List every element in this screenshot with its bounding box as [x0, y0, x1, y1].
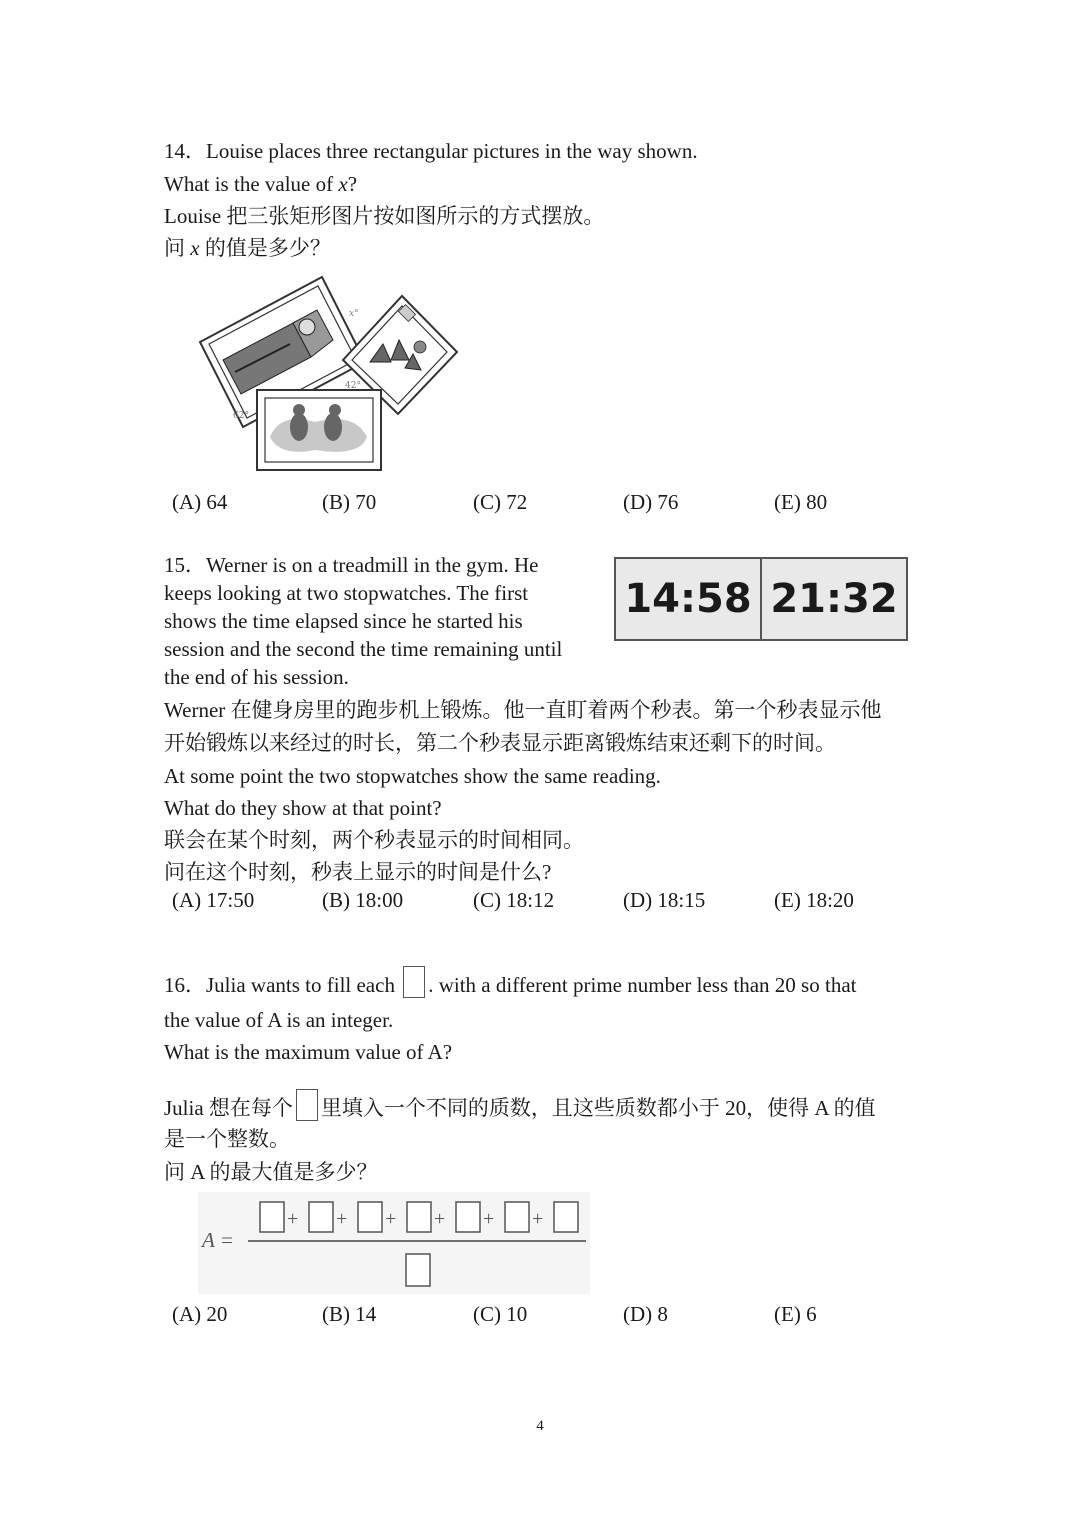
q15-choices: [172, 888, 932, 916]
q16-line-4-end: 里填入一个不同的质数，且这些质数都小于 20，使得 A 的值: [320, 1096, 876, 1120]
q16-choice-d[interactable]: (D) 8: [623, 1302, 668, 1326]
q15-choice-c[interactable]: (C) 18:12: [473, 888, 555, 912]
q16-choice-b[interactable]: (B) 14: [322, 1302, 377, 1326]
angle-x-label: x°: [349, 309, 359, 319]
formula-lhs: A =: [202, 1228, 234, 1252]
numerator-box-7[interactable]: [554, 1202, 578, 1232]
beavers-picture: [257, 390, 381, 470]
q14-line-4: 问 x 的值是多少？: [164, 236, 331, 260]
numerator-box-5[interactable]: [456, 1202, 480, 1232]
q16-choice-e[interactable]: (E) 6: [774, 1302, 817, 1326]
numerator-box-6[interactable]: [505, 1202, 529, 1232]
q14-line-2: What is the value of x?: [164, 172, 358, 196]
q16-line-1-end: . with a different prime number less than 20 so that: [428, 973, 857, 997]
q16-line-4: [164, 1089, 876, 1122]
q15-line-8: At some point the two stopwatches show the same reading.: [164, 764, 661, 788]
angle-42-label: 42°: [345, 381, 361, 391]
q15-line-7: 开始锻炼以来经过的时长，第二个秒表显示距离锻炼结束还剩下的时间。: [164, 731, 836, 755]
q15-choice-a[interactable]: (A) 17:50: [172, 888, 255, 912]
angle-62-label: 62°: [233, 411, 249, 421]
q16-line-1-start: 16．Julia wants to fill each: [164, 973, 395, 997]
q14-choice-d[interactable]: (D) 76: [623, 490, 679, 514]
q15-choice-d[interactable]: (D) 18:15: [623, 888, 706, 912]
q16-choice-a[interactable]: (A) 20: [172, 1302, 228, 1326]
q15-line-1: 15．Werner is on a treadmill in the gym. He: [164, 553, 539, 577]
q15-line-6: Werner 在健身房里的跑步机上锻炼。他一直盯着两个秒表。第一个秒表显示他: [164, 698, 882, 722]
q16-choices: [172, 1302, 932, 1330]
plus-sign: +: [434, 1208, 446, 1230]
q16-line-6: 问 A 的最大值是多少？: [164, 1160, 378, 1184]
q15-choice-e[interactable]: (E) 18:20: [774, 888, 854, 912]
numerator-box-1[interactable]: [260, 1202, 284, 1232]
q15-line-2: keeps looking at two stopwatches. The first: [164, 581, 529, 605]
q15-line-4: session and the second the time remaining until: [164, 637, 563, 661]
numerator-box-4[interactable]: [407, 1202, 431, 1232]
q15-line-3: shows the time elapsed since he started his: [164, 609, 523, 633]
q16-line-5: 是一个整数。: [164, 1127, 290, 1151]
q16-line-3: What is the maximum value of A?: [164, 1040, 453, 1064]
stopwatch-elapsed: 14:58: [624, 576, 752, 622]
q14-figure: [195, 272, 465, 477]
q15-line-9: What do they show at that point?: [164, 796, 442, 820]
q16-choice-c[interactable]: (C) 10: [473, 1302, 528, 1326]
q15-choice-b[interactable]: (B) 18:00: [322, 888, 404, 912]
q15-line-10: 联会在某个时刻，两个秒表显示的时间相同。: [164, 828, 584, 852]
q14-choice-b[interactable]: (B) 70: [322, 490, 377, 514]
q14-choices: [172, 490, 932, 518]
stopwatch-display: [614, 557, 908, 641]
q15-line-11: 问在这个时刻，秒表上显示的时间是什么?: [164, 860, 552, 884]
page-number: 4: [536, 1418, 544, 1434]
q16-line-4-start: Julia 想在每个: [164, 1096, 293, 1120]
plus-sign: +: [483, 1208, 495, 1230]
denominator-box[interactable]: [406, 1254, 430, 1286]
numerator-box-3[interactable]: [358, 1202, 382, 1232]
q16-line-2: the value of A is an integer.: [164, 1008, 394, 1032]
q14-choice-a[interactable]: (A) 64: [172, 490, 228, 514]
stopwatch-remaining: 21:32: [770, 576, 898, 622]
q14-line-1: 14．Louise places three rectangular pictures in the way shown.: [164, 139, 698, 163]
q14-line-3: Louise 把三张矩形图片按如图所示的方式摆放。: [164, 204, 605, 228]
numerator-box-2[interactable]: [309, 1202, 333, 1232]
plus-sign: +: [287, 1208, 299, 1230]
blank-box-icon: [403, 966, 425, 998]
plus-sign: +: [532, 1208, 544, 1230]
plus-sign: +: [336, 1208, 348, 1230]
q15-line-5: the end of his session.: [164, 665, 349, 689]
q16-formula: [198, 1192, 590, 1294]
blank-box-icon: [296, 1089, 318, 1121]
q16-line-1: [164, 966, 856, 999]
formula-graphic: [198, 1192, 590, 1294]
q14-choice-c[interactable]: (C) 72: [473, 490, 528, 514]
plus-sign: +: [385, 1208, 397, 1230]
numerator-boxes: [260, 1202, 578, 1232]
q14-choice-e[interactable]: (E) 80: [774, 490, 828, 514]
